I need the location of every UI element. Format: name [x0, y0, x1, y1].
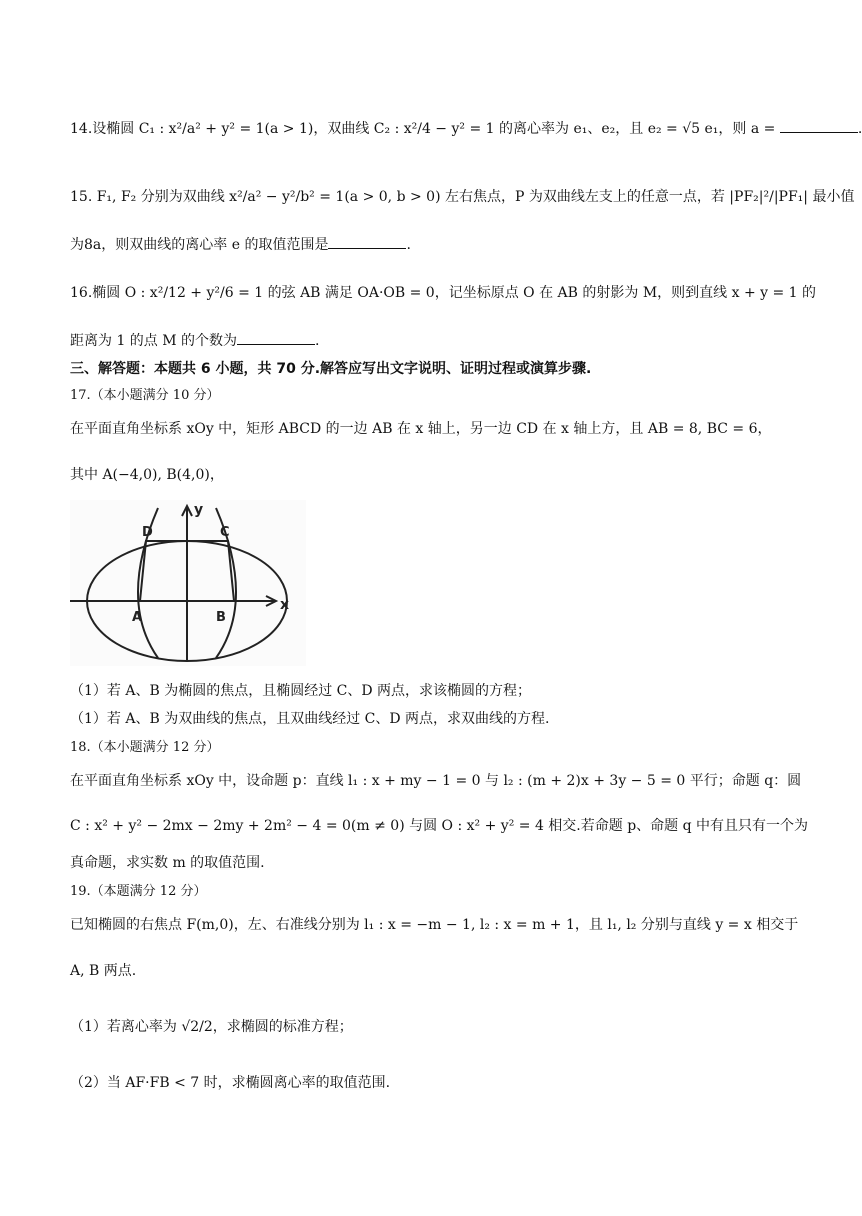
q19-header: 19.（本题满分 12 分）: [70, 884, 207, 899]
label-d: D: [142, 525, 153, 540]
q15-answer-blank: [328, 234, 406, 249]
q14-line1: 14.设椭圆 C₁ : x²/a² + y² = 1(a > 1)，双曲线 C₂ : x²/4 − y² = 1 的离心率为 e₁、e₂，且 e₂ = √5 e₁，则 a = .: [70, 118, 862, 138]
label-y: y: [194, 502, 204, 518]
q18-line3: 真命题，求实数 m 的取值范围.: [70, 855, 265, 871]
q17-figure: [70, 500, 306, 666]
q18-header: 18.（本小题满分 12 分）: [70, 740, 220, 755]
q19-part2: （2）当 AF·FB < 7 时，求椭圆离心率的取值范围.: [70, 1075, 391, 1091]
q16-line2: 距离为 1 的点 M 的个数为 .: [70, 330, 320, 350]
q17-part2: （1）若 A、B 为双曲线的焦点，且双曲线经过 C、D 两点，求双曲线的方程.: [70, 711, 550, 727]
q18-line1: 在平面直角坐标系 xOy 中，设命题 p：直线 l₁ : x + my − 1 = 0 与 l₂ : (m + 2)x + 3y − 5 = 0 平行；命题 q：圆: [70, 773, 802, 789]
section3-heading: 三、解答题：本题共 6 小题，共 70 分.解答应写出文字说明、证明过程或演算步骤.: [70, 361, 592, 377]
q17-line2: 其中 A(−4,0), B(4,0)，: [70, 467, 224, 483]
q14-answer-blank: [780, 118, 858, 133]
label-b: B: [216, 610, 226, 625]
q16-line1: 16.椭圆 O : x²/12 + y²/6 = 1 的弦 AB 满足 OA·OB = 0，记坐标原点 O 在 AB 的射影为 M，则到直线 x + y = 1 的: [70, 285, 817, 301]
q19-line2: A, B 两点.: [70, 963, 137, 979]
q15-line1: 15. F₁, F₂ 分别为双曲线 x²/a² − y²/b² = 1(a > 0, b > 0) 左右焦点，P 为双曲线左支上的任意一点，若 |PF₂|²/|PF₁| 最小值: [70, 189, 855, 205]
q19-line1: 已知椭圆的右焦点 F(m,0)，左、右准线分别为 l₁ : x = −m − 1, l₂ : x = m + 1，且 l₁, l₂ 分别与直线 y = x 相交于: [70, 917, 799, 933]
q15-line2: 为8a，则双曲线的离心率 e 的取值范围是 .: [70, 234, 411, 254]
q18-line2: C : x² + y² − 2mx − 2my + 2m² − 4 = 0(m ≠ 0) 与圆 O : x² + y² = 4 相交.若命题 p、命题 q 中有且只有一个为: [70, 818, 809, 834]
q16-answer-blank: [237, 330, 315, 345]
q17-header: 17.（本小题满分 10 分）: [70, 388, 220, 403]
q19-part1: （1）若离心率为 √2/2，求椭圆的标准方程；: [70, 1019, 353, 1035]
q17-line1: 在平面直角坐标系 xOy 中，矩形 ABCD 的一边 AB 在 x 轴上，另一边 CD 在 x 轴上方，且 AB = 8, BC = 6，: [70, 421, 772, 437]
label-x: x: [280, 597, 290, 613]
label-a: A: [132, 610, 143, 625]
label-c: C: [220, 525, 230, 540]
q17-part1: （1）若 A、B 为椭圆的焦点，且椭圆经过 C、D 两点，求该椭圆的方程；: [70, 683, 532, 699]
